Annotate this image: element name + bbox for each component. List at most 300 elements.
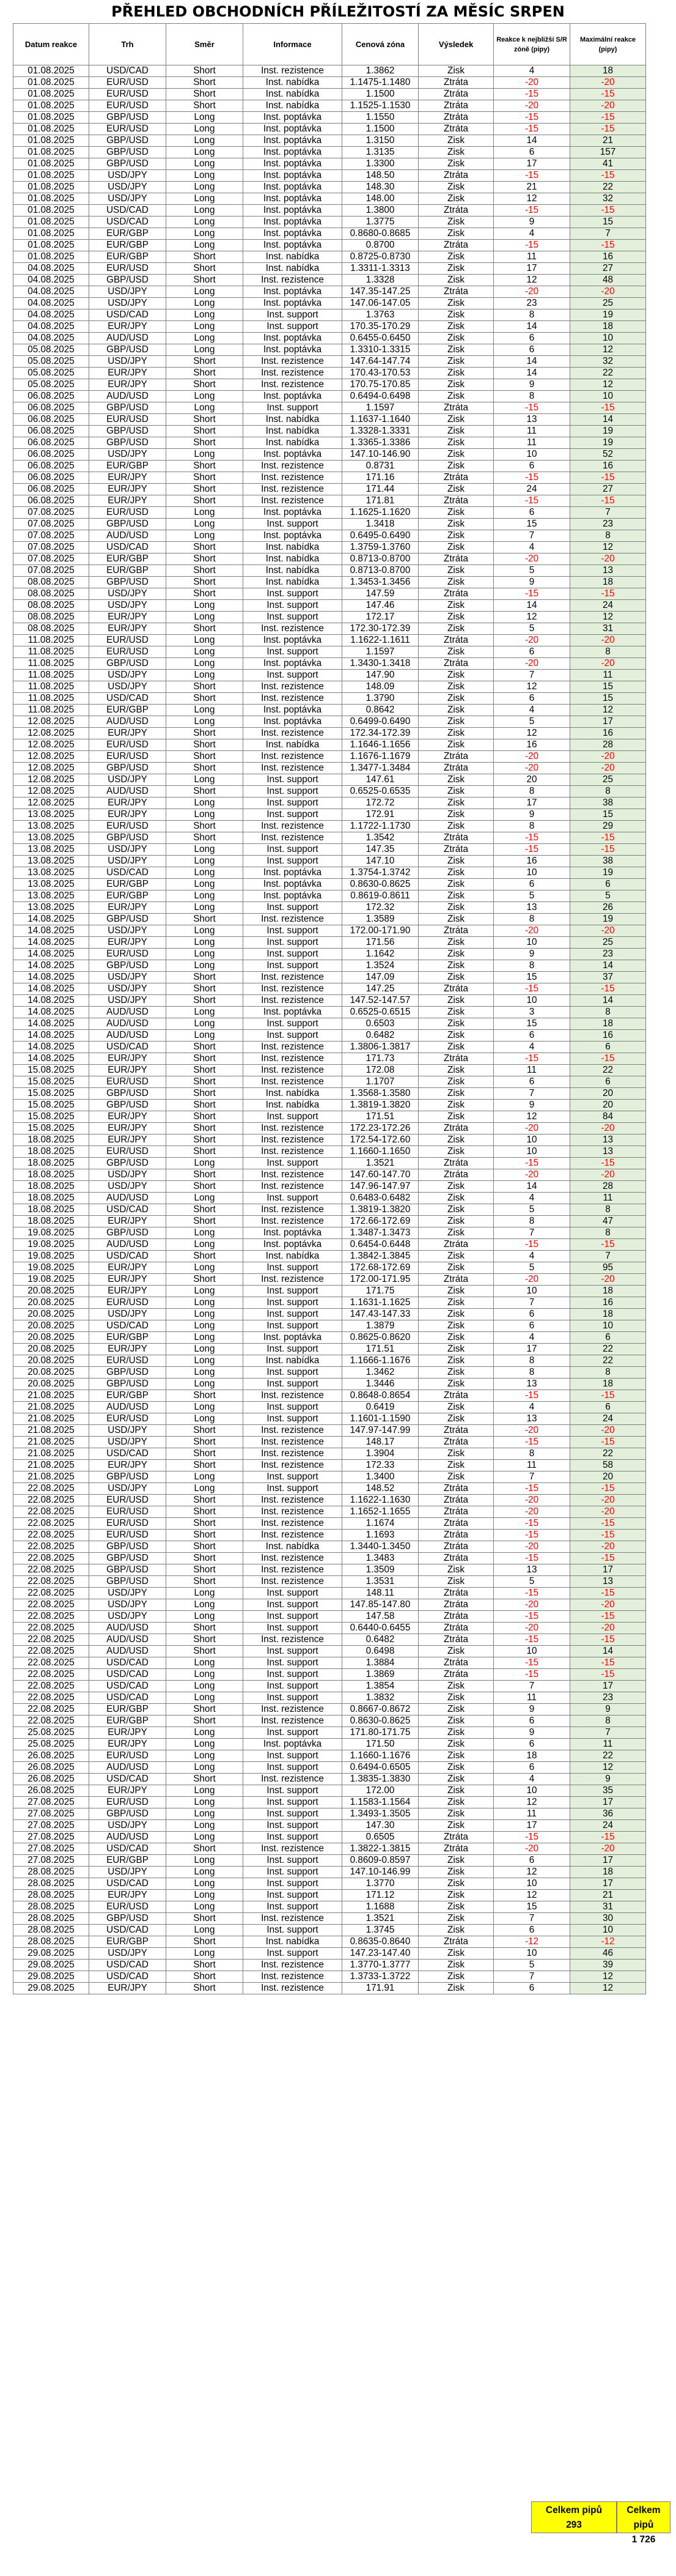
cell-date: 07.08.2025 [13,553,89,565]
cell-price-zone: 0.8713-0.8700 [342,553,419,565]
cell-result: Zisk [419,1564,494,1576]
cell-reaction: 4 [494,1193,570,1204]
cell-reaction: 6 [494,879,570,890]
cell-max-reaction: 12 [570,344,646,356]
cell-price-zone: 147.61 [342,774,419,786]
cell-direction: Short [166,1134,243,1146]
cell-date: 13.08.2025 [13,867,89,879]
cell-date: 19.08.2025 [13,1262,89,1274]
table-row [13,565,646,577]
cell-price-zone: 171.81 [342,495,419,507]
cell-market: EUR/JPY [89,1111,166,1123]
cell-result: Zisk [419,995,494,1007]
cell-date: 22.08.2025 [13,1692,89,1704]
cell-date: 06.08.2025 [13,391,89,402]
cell-date: 15.08.2025 [13,1100,89,1111]
cell-max-reaction: 22 [570,1750,646,1762]
cell-info: Inst. support [243,844,342,856]
cell-reaction: 5 [494,716,570,728]
table-row [13,379,646,391]
cell-reaction: 14 [494,135,570,147]
cell-direction: Long [166,705,243,716]
cell-reaction: 21 [494,182,570,193]
cell-price-zone: 1.3879 [342,1320,419,1332]
cell-direction: Long [166,1332,243,1344]
cell-reaction: -20 [494,763,570,774]
cell-info: Inst. poptávka [243,705,342,716]
cell-price-zone: 172.54-172.60 [342,1134,419,1146]
cell-result: Zisk [419,1448,494,1460]
cell-market: USD/CAD [89,1971,166,1983]
cell-market: AUD/USD [89,1762,166,1774]
cell-info: Inst. support [243,519,342,530]
cell-date: 22.08.2025 [13,1657,89,1669]
cell-market: USD/JPY [89,182,166,193]
cell-result: Zisk [419,1808,494,1820]
cell-market: USD/CAD [89,65,166,77]
cell-max-reaction: 12 [570,1971,646,1983]
cell-date: 01.08.2025 [13,170,89,182]
cell-direction: Short [166,1251,243,1262]
cell-market: AUD/USD [89,530,166,542]
cell-reaction: -15 [494,240,570,251]
cell-result: Zisk [419,147,494,158]
cell-max-reaction: 18 [570,1379,646,1390]
cell-price-zone: 171.12 [342,1890,419,1901]
cell-price-zone: 1.3862 [342,65,419,77]
cell-max-reaction: 16 [570,251,646,263]
cell-date: 14.08.2025 [13,995,89,1007]
cell-market: AUD/USD [89,1193,166,1204]
cell-market: USD/JPY [89,856,166,867]
cell-reaction: 4 [494,65,570,77]
cell-result: Zisk [419,821,494,832]
cell-price-zone: 1.1597 [342,646,419,658]
cell-date: 14.08.2025 [13,1042,89,1053]
cell-reaction: 11 [494,1065,570,1076]
cell-result: Zisk [419,612,494,623]
cell-result: Zisk [419,670,494,681]
cell-reaction: 10 [494,995,570,1007]
table-row [13,507,646,519]
cell-result: Zisk [419,1471,494,1483]
table-row [13,1483,646,1495]
table-row [13,1646,646,1657]
table-row [13,1169,646,1181]
cell-price-zone: 1.3842-1.3845 [342,1251,419,1262]
cell-reaction: 20 [494,774,570,786]
cell-market: USD/CAD [89,1960,166,1971]
cell-market: EUR/JPY [89,1053,166,1065]
cell-max-reaction: 22 [570,182,646,193]
cell-date: 28.08.2025 [13,1913,89,1925]
table-row [13,1239,646,1251]
cell-max-reaction: 29 [570,821,646,832]
cell-max-reaction: 17 [570,1564,646,1576]
cell-result: Zisk [419,600,494,612]
table-row [13,77,646,89]
table-row [13,1042,646,1053]
cell-max-reaction: 14 [570,960,646,972]
table-row [13,600,646,612]
cell-info: Inst. rezistence [243,1053,342,1065]
cell-max-reaction: 38 [570,856,646,867]
cell-info: Inst. support [243,1483,342,1495]
cell-price-zone: 147.06-147.05 [342,298,419,309]
cell-reaction: -15 [494,205,570,217]
cell-result: Ztráta [419,1239,494,1251]
cell-direction: Short [166,1448,243,1460]
cell-result: Ztráta [419,402,494,414]
cell-reaction: 10 [494,1646,570,1657]
table-row [13,65,646,77]
cell-reaction: 6 [494,1925,570,1936]
cell-info: Inst. support [243,937,342,949]
cell-reaction: 6 [494,507,570,519]
cell-info: Inst. rezistence [243,1704,342,1715]
cell-price-zone: 147.46 [342,600,419,612]
cell-market: GBP/USD [89,275,166,286]
cell-date: 28.08.2025 [13,1925,89,1936]
cell-max-reaction: 12 [570,1762,646,1774]
cell-result: Ztráta [419,1158,494,1169]
cell-info: Inst. support [243,588,342,600]
table-row [13,1448,646,1460]
cell-result: Zisk [419,1227,494,1239]
cell-info: Inst. rezistence [243,728,342,739]
cell-price-zone: 147.64-147.74 [342,356,419,368]
cell-info: Inst. poptávka [243,449,342,461]
cell-info: Inst. support [243,1657,342,1669]
cell-price-zone: 148.50 [342,170,419,182]
cell-direction: Short [166,1216,243,1227]
table-row [13,1599,646,1611]
cell-result: Zisk [419,1320,494,1332]
cell-market: EUR/JPY [89,1785,166,1797]
cell-price-zone: 172.32 [342,902,419,914]
cell-max-reaction: -20 [570,763,646,774]
cell-price-zone: 1.3542 [342,832,419,844]
cell-info: Inst. support [243,1599,342,1611]
cell-date: 11.08.2025 [13,693,89,705]
cell-reaction: 6 [494,461,570,472]
cell-max-reaction: 17 [570,1681,646,1692]
table-row [13,739,646,751]
cell-market: EUR/USD [89,1506,166,1518]
cell-market: USD/JPY [89,681,166,693]
cell-direction: Long [166,1227,243,1239]
table-row [13,495,646,507]
cell-direction: Short [166,1843,243,1855]
cell-date: 18.08.2025 [13,1146,89,1158]
cell-date: 01.08.2025 [13,228,89,240]
cell-result: Ztráta [419,1832,494,1843]
cell-result: Zisk [419,217,494,228]
cell-info: Inst. rezistence [243,1495,342,1506]
cell-direction: Short [166,1983,243,1994]
table-row [13,890,646,902]
cell-max-reaction: 13 [570,565,646,577]
cell-info: Inst. support [243,1588,342,1599]
table-row [13,1948,646,1960]
cell-reaction: 5 [494,1960,570,1971]
cell-info: Inst. nabídka [243,553,342,565]
cell-info: Inst. support [243,960,342,972]
cell-info: Inst. poptávka [243,135,342,147]
cell-price-zone: 172.08 [342,1065,419,1076]
cell-price-zone: 1.1674 [342,1518,419,1530]
cell-reaction: 6 [494,344,570,356]
cell-direction: Long [166,856,243,867]
cell-info: Inst. poptávka [243,205,342,217]
cell-direction: Short [166,1913,243,1925]
cell-date: 28.08.2025 [13,1901,89,1913]
table-row [13,588,646,600]
cell-max-reaction: 22 [570,368,646,379]
cell-direction: Short [166,1146,243,1158]
cell-max-reaction: -15 [570,205,646,217]
cell-direction: Long [166,333,243,344]
cell-price-zone: 1.1597 [342,402,419,414]
cell-market: GBP/USD [89,519,166,530]
cell-reaction: 12 [494,728,570,739]
cell-result: Zisk [419,890,494,902]
cell-info: Inst. support [243,646,342,658]
cell-market: EUR/JPY [89,368,166,379]
cell-result: Ztráta [419,1274,494,1286]
cell-info: Inst. poptávka [243,1239,342,1251]
cell-result: Zisk [419,949,494,960]
cell-direction: Long [166,1402,243,1413]
cell-info: Inst. poptávka [243,391,342,402]
cell-reaction: -20 [494,100,570,112]
cell-reaction: 18 [494,1750,570,1762]
cell-info: Inst. support [243,809,342,821]
cell-info: Inst. poptávka [243,170,342,182]
cell-max-reaction: 24 [570,1820,646,1832]
cell-direction: Short [166,1123,243,1134]
cell-market: EUR/GBP [89,1936,166,1948]
cell-reaction: 6 [494,646,570,658]
table-row [13,1402,646,1413]
cell-reaction: 9 [494,949,570,960]
cell-direction: Long [166,402,243,414]
cell-info: Inst. support [243,670,342,681]
cell-reaction: 10 [494,1785,570,1797]
cell-reaction: -15 [494,1390,570,1402]
cell-date: 04.08.2025 [13,321,89,333]
cell-info: Inst. rezistence [243,1460,342,1471]
cell-info: Inst. nabídka [243,426,342,437]
table-row [13,1146,646,1158]
cell-market: GBP/USD [89,1088,166,1100]
cell-max-reaction: 46 [570,1948,646,1960]
cell-direction: Short [166,461,243,472]
table-row [13,1518,646,1530]
cell-price-zone: 1.1676-1.1679 [342,751,419,763]
cell-date: 18.08.2025 [13,1204,89,1216]
cell-direction: Long [166,867,243,879]
cell-direction: Short [166,100,243,112]
cell-price-zone: 147.52-147.57 [342,995,419,1007]
cell-info: Inst. support [243,1925,342,1936]
cell-market: EUR/JPY [89,809,166,821]
cell-price-zone: 171.91 [342,1983,419,1994]
cell-price-zone: 1.3904 [342,1448,419,1460]
cell-reaction: 5 [494,890,570,902]
cell-direction: Short [166,1634,243,1646]
cell-info: Inst. rezistence [243,821,342,832]
cell-max-reaction: 22 [570,1344,646,1355]
cell-price-zone: 0.6499-0.6490 [342,716,419,728]
total-max-box [617,2501,670,2545]
cell-max-reaction: -15 [570,1530,646,1541]
cell-date: 04.08.2025 [13,309,89,321]
table-row [13,158,646,170]
cell-date: 18.08.2025 [13,1193,89,1204]
cell-reaction: 6 [494,1309,570,1320]
cell-result: Ztráta [419,1599,494,1611]
cell-market: EUR/JPY [89,1983,166,1994]
cell-price-zone: 0.8648-0.8654 [342,1390,419,1402]
cell-market: AUD/USD [89,1239,166,1251]
cell-price-zone: 1.1688 [342,1901,419,1913]
col-header-market: Trh [89,24,166,65]
cell-price-zone: 1.3446 [342,1379,419,1390]
cell-max-reaction: -15 [570,1053,646,1065]
cell-market: USD/JPY [89,298,166,309]
cell-direction: Long [166,1286,243,1297]
cell-info: Inst. rezistence [243,1204,342,1216]
cell-result: Zisk [419,1367,494,1379]
cell-max-reaction: 5 [570,890,646,902]
cell-date: 06.08.2025 [13,495,89,507]
cell-market: EUR/USD [89,1495,166,1506]
cell-market: EUR/USD [89,89,166,100]
table-row [13,461,646,472]
cell-price-zone: 1.3589 [342,914,419,925]
cell-max-reaction: 14 [570,995,646,1007]
cell-max-reaction: -15 [570,1634,646,1646]
cell-info: Inst. poptávka [243,1007,342,1018]
cell-max-reaction: 25 [570,937,646,949]
cell-result: Zisk [419,1948,494,1960]
cell-price-zone: 1.1625-1.1620 [342,507,419,519]
cell-max-reaction: 17 [570,716,646,728]
table-row [13,1588,646,1599]
trades-table [13,23,646,1994]
cell-price-zone: 1.3483 [342,1553,419,1564]
table-row [13,1506,646,1518]
cell-max-reaction: 32 [570,356,646,368]
cell-info: Inst. rezistence [243,681,342,693]
cell-result: Zisk [419,1750,494,1762]
cell-market: EUR/USD [89,1530,166,1541]
cell-max-reaction: 6 [570,1042,646,1053]
cell-max-reaction: 58 [570,1460,646,1471]
cell-price-zone: 0.8630-0.8625 [342,1715,419,1727]
cell-result: Zisk [419,565,494,577]
cell-result: Zisk [419,1251,494,1262]
cell-info: Inst. poptávka [243,124,342,135]
cell-info: Inst. rezistence [243,972,342,983]
cell-direction: Long [166,1599,243,1611]
cell-price-zone: 1.3869 [342,1669,419,1681]
table-row [13,1541,646,1553]
cell-info: Inst. poptávka [243,193,342,205]
cell-date: 05.08.2025 [13,356,89,368]
cell-direction: Long [166,600,243,612]
cell-price-zone: 171.16 [342,472,419,484]
table-row [13,414,646,426]
cell-reaction: 5 [494,565,570,577]
cell-market: EUR/GBP [89,228,166,240]
cell-market: EUR/USD [89,124,166,135]
cell-price-zone: 0.8630-0.8625 [342,879,419,890]
cell-direction: Long [166,960,243,972]
cell-result: Ztráta [419,751,494,763]
cell-max-reaction: 16 [570,1297,646,1309]
cell-price-zone: 172.17 [342,612,419,623]
table-row [13,879,646,890]
cell-result: Ztráta [419,124,494,135]
cell-info: Inst. poptávka [243,716,342,728]
table-row [13,135,646,147]
cell-max-reaction: 18 [570,1309,646,1320]
cell-price-zone: 1.1475-1.1480 [342,77,419,89]
cell-price-zone: 1.3328-1.3331 [342,426,419,437]
table-row [13,263,646,275]
cell-reaction: 10 [494,449,570,461]
cell-max-reaction: 15 [570,809,646,821]
table-row [13,1867,646,1878]
cell-date: 06.08.2025 [13,437,89,449]
cell-market: GBP/USD [89,577,166,588]
table-row [13,1715,646,1727]
cell-direction: Long [166,217,243,228]
cell-price-zone: 0.6494-0.6505 [342,1762,419,1774]
table-row [13,1820,646,1832]
cell-direction: Long [166,1762,243,1774]
cell-price-zone: 172.23-172.26 [342,1123,419,1134]
table-row [13,1576,646,1588]
table-row [13,1100,646,1111]
cell-date: 01.08.2025 [13,217,89,228]
cell-price-zone: 171.56 [342,937,419,949]
cell-result: Zisk [419,937,494,949]
cell-result: Zisk [419,972,494,983]
cell-direction: Short [166,972,243,983]
cell-max-reaction: 8 [570,1204,646,1216]
cell-info: Inst. support [243,1309,342,1320]
cell-date: 21.08.2025 [13,1460,89,1471]
cell-date: 01.08.2025 [13,240,89,251]
cell-direction: Short [166,1971,243,1983]
cell-price-zone: 1.3521 [342,1158,419,1169]
table-row [13,205,646,217]
cell-reaction: 9 [494,809,570,821]
cell-max-reaction: 9 [570,1774,646,1785]
cell-date: 20.08.2025 [13,1320,89,1332]
cell-date: 12.08.2025 [13,751,89,763]
cell-result: Zisk [419,902,494,914]
cell-direction: Long [166,844,243,856]
cell-info: Inst. support [243,1320,342,1332]
cell-date: 01.08.2025 [13,182,89,193]
table-row [13,972,646,983]
cell-direction: Short [166,1553,243,1564]
table-row [13,1158,646,1169]
